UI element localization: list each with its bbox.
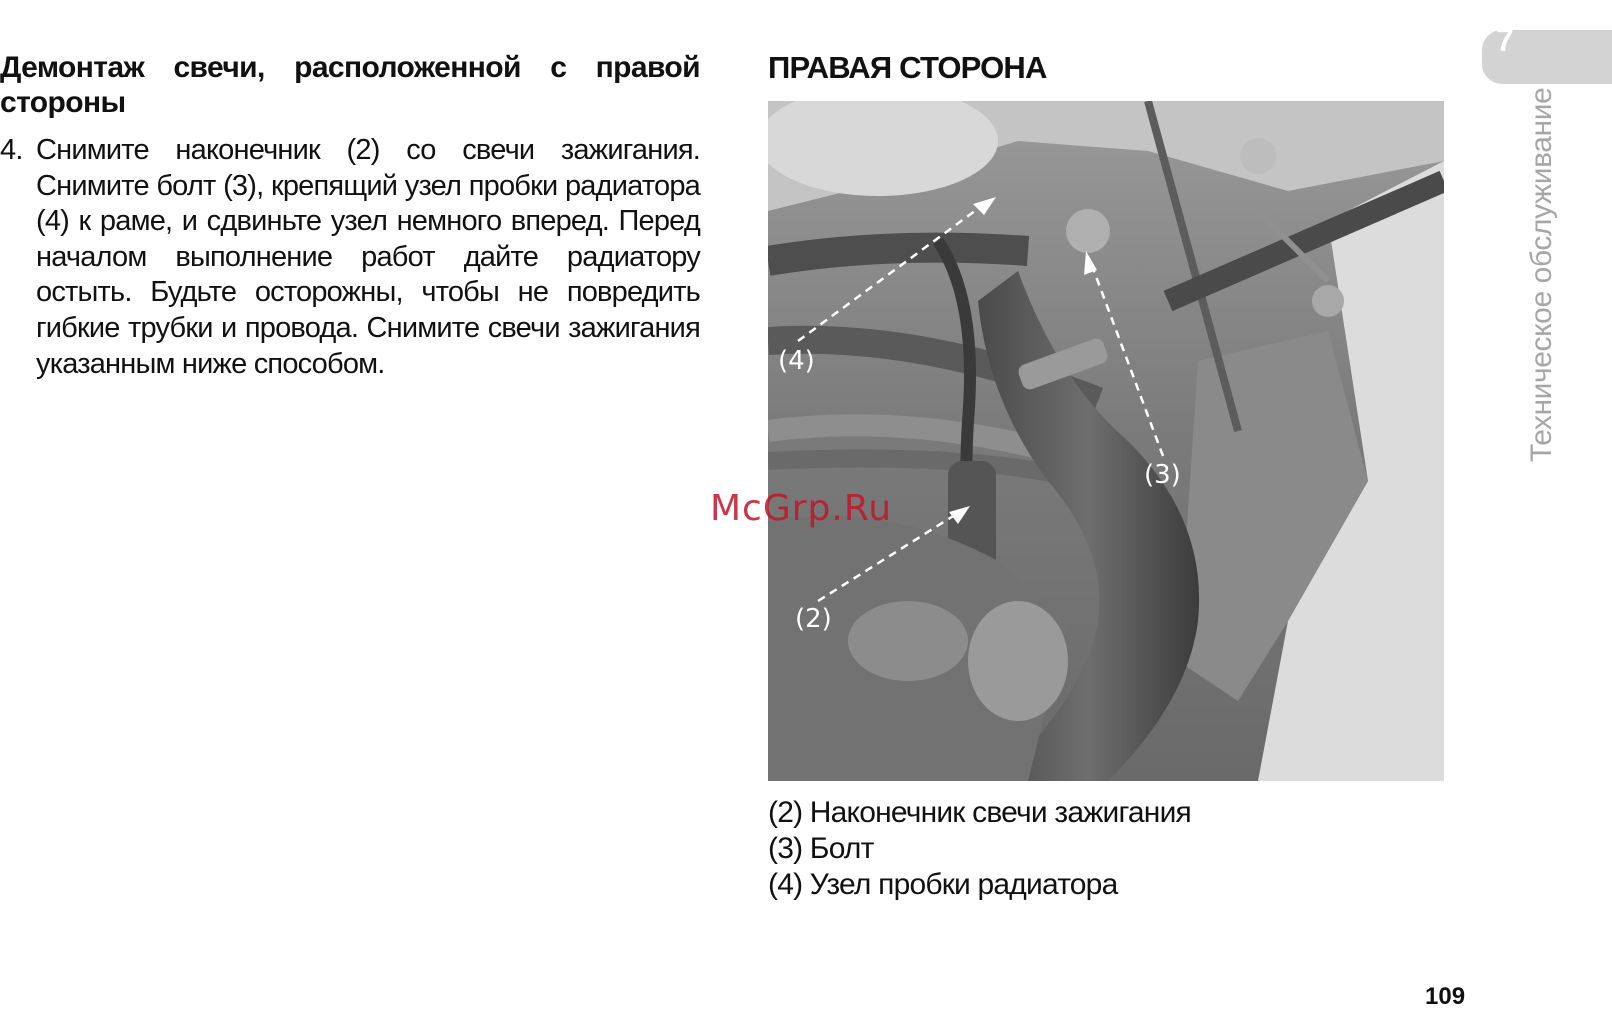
caption-line: (2) Наконечник свечи зажигания: [768, 796, 1191, 829]
section-heading: Демонтаж свечи, расположенной с правой стороны: [0, 51, 700, 119]
chapter-number: 7: [1496, 22, 1514, 58]
engine-photo: [768, 101, 1444, 781]
caption-line: (4) Узел пробки радиатора: [768, 868, 1118, 901]
figure-captions: [768, 795, 1191, 903]
watermark: McGrp.Ru: [710, 488, 893, 529]
photo-label-2: (2): [795, 604, 832, 634]
caption-line: (3) Болт: [768, 832, 874, 865]
step-text: Снимите наконечник (2) со свечи зажигания. Снимите болт (3), крепящий узел пробки радиатора (4) к раме, и сдвиньте узел немного вперед. Перед началом выполнение работ дайте радиатору остыть. Будьте осторожны, чтобы не повредить гибкие трубки и провода. Снимите свечи зажигания указанным ниже способом.: [36, 134, 700, 380]
figure-heading: ПРАВАЯ СТОРОНА: [768, 50, 1047, 85]
photo-label-4: (4): [778, 346, 815, 376]
page-number: 109: [1425, 983, 1466, 1010]
chapter-side-title: Техническое обслуживание: [1525, 87, 1558, 462]
photo-label-3: (3): [1144, 460, 1181, 490]
step-number: 4.: [0, 134, 23, 166]
